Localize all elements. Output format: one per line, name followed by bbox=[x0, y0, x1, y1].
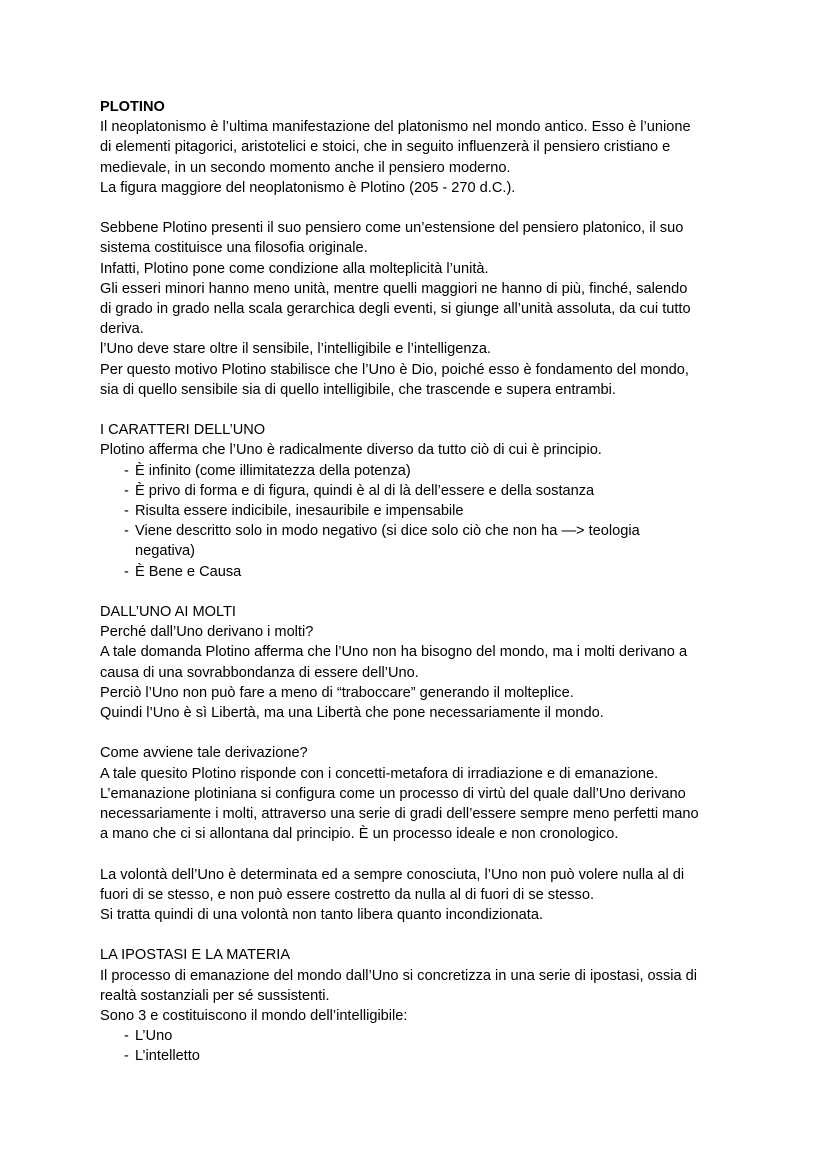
paragraph-line: fuori di se stesso, e non può essere costretto da nulla al di fuori di se stesso. bbox=[100, 886, 595, 903]
list-item-text: Viene descritto solo in modo negativo (si dice solo ciò che non ha —> teologia bbox=[135, 523, 640, 540]
list-item-text: Risulta essere indicibile, inesauribile e impensabile bbox=[135, 503, 464, 520]
paragraph-line: Perciò l’Uno non può fare a meno di “traboccare” generando il molteplice. bbox=[100, 684, 574, 701]
list-item-text: L’Uno bbox=[135, 1028, 173, 1045]
section-heading-ipostasi: LA IPOSTASI E LA MATERIA bbox=[100, 947, 291, 964]
dash-bullet: - bbox=[124, 482, 129, 499]
paragraph-gap bbox=[100, 844, 740, 864]
paragraph-line: Quindi l’Uno è sì Libertà, ma una Libertà che pone necessariamente il mondo. bbox=[100, 705, 604, 722]
dash-bullet: - bbox=[124, 1028, 129, 1045]
paragraph-line: necessariamente i molti, attraverso una serie di gradi dell’essere sempre meno perfetti mano bbox=[100, 806, 699, 823]
dash-bullet: - bbox=[124, 563, 129, 580]
paragraph-gap bbox=[100, 400, 740, 420]
bullet-list-ipostasi bbox=[100, 1026, 740, 1066]
paragraph-gap bbox=[100, 723, 740, 743]
paragraph-gap bbox=[100, 925, 740, 945]
paragraph-line: l’Uno deve stare oltre il sensibile, l’intelligibile e l’intelligenza. bbox=[100, 341, 491, 358]
list-item bbox=[100, 521, 740, 561]
paragraph-line: Per questo motivo Plotino stabilisce che l’Uno è Dio, poiché esso è fondamento del mondo, bbox=[100, 361, 689, 378]
paragraph-line: Sebbene Plotino presenti il suo pensiero come un’estensione del pensiero platonico, il suo bbox=[100, 220, 684, 237]
intro-line: Il neoplatonismo è l’ultima manifestazione del platonismo nel mondo antico. Esso è l’unione bbox=[100, 119, 691, 136]
bullet-list-caratteri bbox=[100, 461, 740, 582]
section-intro: Plotino afferma che l’Uno è radicalmente diverso da tutto ciò di cui è principio. bbox=[100, 442, 602, 459]
list-item bbox=[100, 1026, 740, 1046]
dash-bullet: - bbox=[124, 1048, 129, 1065]
list-item-text: È privo di forma e di figura, quindi è al di là dell’essere e della sostanza bbox=[135, 482, 595, 499]
section-heading-molti: DALL’UNO AI MOLTI bbox=[100, 604, 236, 621]
paragraph-line: a mano che ci si allontana dal principio. È un processo ideale e non cronologico. bbox=[100, 826, 619, 843]
list-item-text: È Bene e Causa bbox=[135, 563, 242, 580]
paragraph-line: Il processo di emanazione del mondo dall’Uno si concretizza in una serie di ipostasi, ossia di bbox=[100, 967, 698, 984]
list-item-text: L’intelletto bbox=[135, 1048, 200, 1065]
document-title: PLOTINO bbox=[100, 99, 165, 115]
list-item bbox=[100, 501, 740, 521]
paragraph-line: causa di una sovrabbondanza di essere dell’Uno. bbox=[100, 664, 419, 681]
dash-bullet: - bbox=[124, 503, 129, 520]
paragraph-line: di grado in grado nella scala gerarchica degli eventi, si giunge all’unità assoluta, da cui tutto bbox=[100, 301, 691, 318]
dash-bullet: - bbox=[124, 462, 129, 479]
list-item-text: È infinito (come illimitatezza della potenza) bbox=[135, 462, 411, 479]
list-item bbox=[100, 1046, 740, 1066]
paragraph-line: Si tratta quindi di una volontà non tanto libera quanto incondizionata. bbox=[100, 907, 543, 924]
paragraph-line: A tale domanda Plotino afferma che l’Uno non ha bisogno del mondo, ma i molti derivano a bbox=[100, 644, 688, 661]
intro-line: La figura maggiore del neoplatonismo è Plotino (205 - 270 d.C.). bbox=[100, 179, 516, 196]
list-item bbox=[100, 562, 740, 582]
paragraph-line: Perché dall’Uno derivano i molti? bbox=[100, 624, 314, 641]
intro-line: di elementi pitagorici, aristotelici e stoici, che in seguito influenzerà il pensiero cristiano e bbox=[100, 139, 671, 156]
paragraph-line: A tale quesito Plotino risponde con i concetti-metafora di irradiazione e di emanazione. bbox=[100, 765, 659, 782]
list-item-continuation: negativa) bbox=[135, 543, 196, 560]
paragraph-line: La volontà dell’Uno è determinata ed a sempre conosciuta, l’Uno non può volere nulla al di bbox=[100, 866, 685, 883]
document-page bbox=[100, 97, 740, 1067]
paragraph-line: Sono 3 e costituiscono il mondo dell’intelligibile: bbox=[100, 1008, 408, 1025]
paragraph-line: Come avviene tale derivazione? bbox=[100, 745, 308, 762]
section-heading-caratteri: I CARATTERI DELL’UNO bbox=[100, 422, 266, 439]
paragraph-line: L’emanazione plotiniana si configura come un processo di virtù del quale dall’Uno derivano bbox=[100, 785, 686, 802]
dash-bullet: - bbox=[124, 523, 129, 540]
paragraph-line: Gli esseri minori hanno meno unità, mentre quelli maggiori ne hanno di più, finché, salendo bbox=[100, 280, 688, 297]
list-item bbox=[100, 461, 740, 481]
paragraph-gap bbox=[100, 198, 740, 218]
paragraph-line: sistema costituisce una filosofia originale. bbox=[100, 240, 368, 257]
paragraph-line: realtà sostanziali per sé sussistenti. bbox=[100, 987, 330, 1004]
list-item bbox=[100, 481, 740, 501]
paragraph-line: sia di quello sensibile sia di quello intelligibile, che trascende e supera entrambi. bbox=[100, 381, 616, 398]
paragraph-line: deriva. bbox=[100, 321, 144, 338]
intro-line: medievale, in un secondo momento anche il pensiero moderno. bbox=[100, 159, 511, 176]
paragraph-line: Infatti, Plotino pone come condizione alla molteplicità l’unità. bbox=[100, 260, 489, 277]
paragraph-gap bbox=[100, 582, 740, 602]
